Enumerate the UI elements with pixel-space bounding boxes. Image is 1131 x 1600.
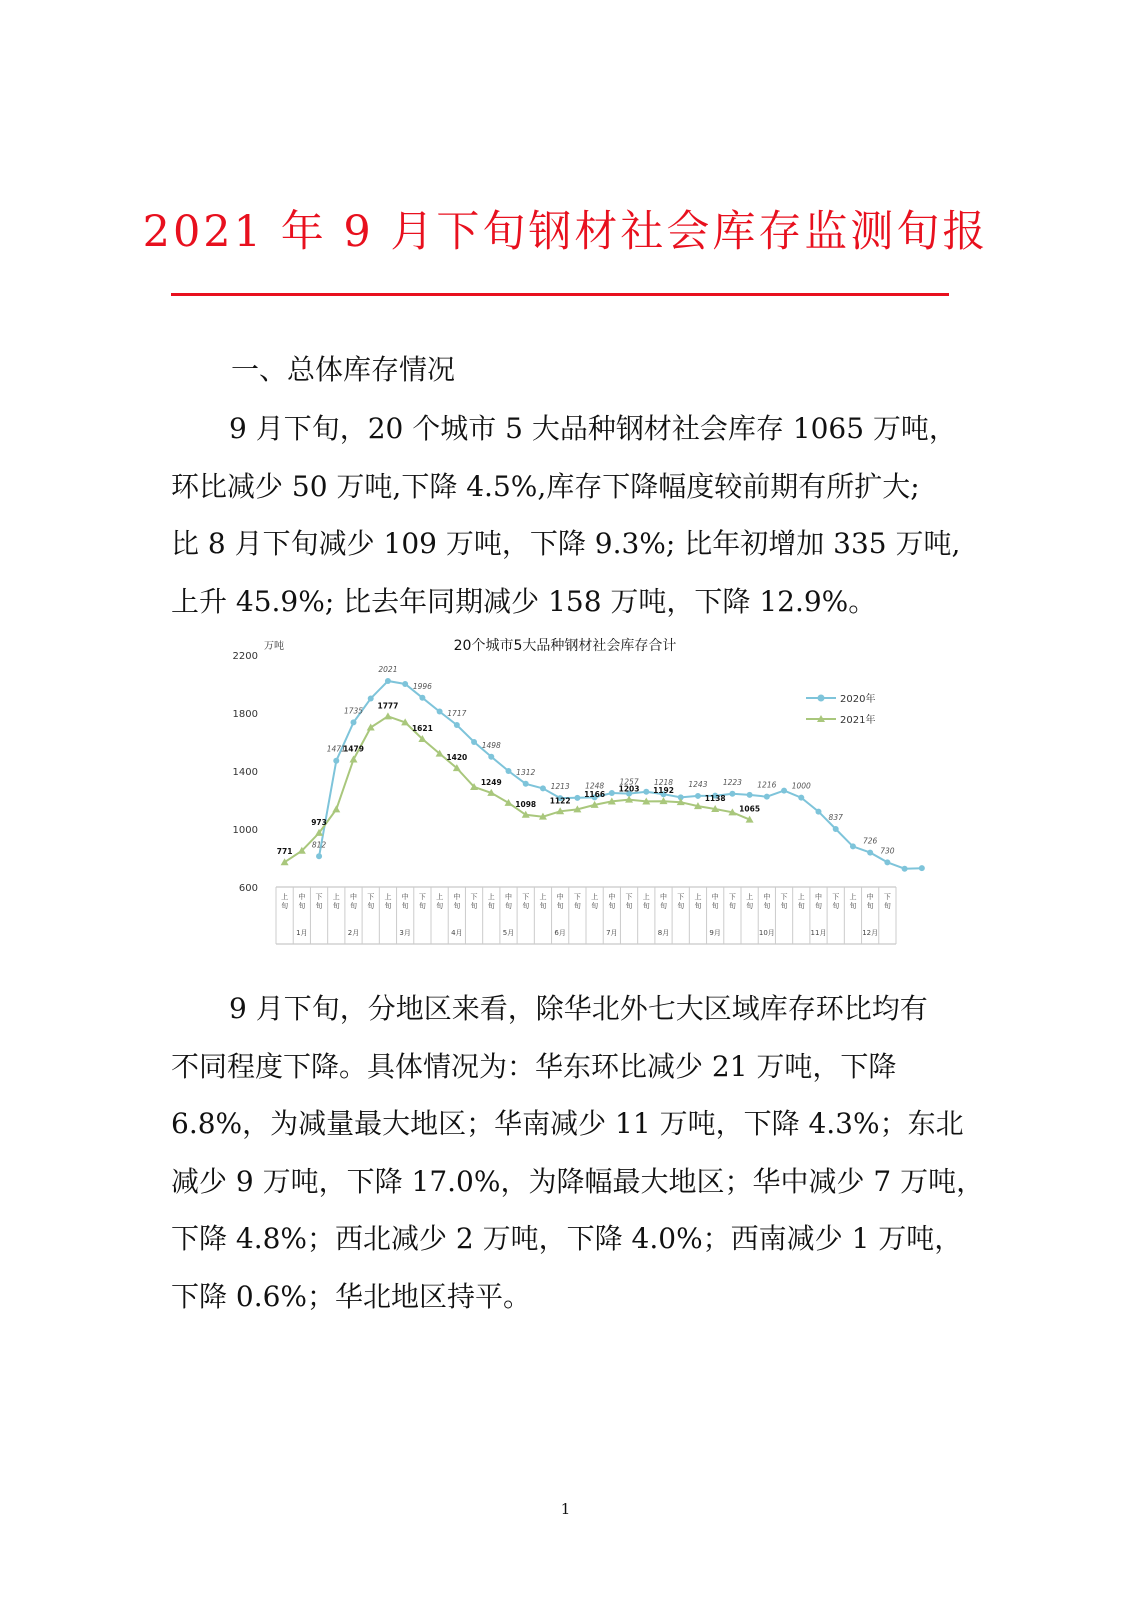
data-label-2020: 730 — [880, 846, 895, 856]
paragraph-line: 不同程度下降。具体情况为：华东环比减少 21 万吨，下降 — [171, 1049, 897, 1083]
x-period-label: 旬 — [849, 902, 857, 910]
data-label-2020: 2021 — [378, 664, 398, 674]
data-point-2021 — [350, 756, 358, 763]
x-period-label: 旬 — [694, 902, 702, 910]
x-period-label: 中 — [298, 893, 306, 901]
x-month-label: 7月 — [606, 929, 618, 937]
x-period-label: 旬 — [298, 902, 306, 910]
x-period-label: 下 — [832, 893, 840, 901]
x-period-label: 旬 — [556, 902, 564, 910]
series-line-2021 — [285, 716, 750, 862]
data-point-2020 — [351, 719, 357, 725]
x-period-label: 上 — [384, 893, 392, 901]
data-point-2020 — [454, 722, 460, 728]
data-point-2020 — [798, 795, 804, 801]
x-period-label: 旬 — [797, 902, 805, 910]
data-point-2020 — [867, 850, 873, 856]
data-point-2021 — [384, 712, 392, 719]
x-period-label: 旬 — [866, 902, 874, 910]
data-point-2021 — [332, 805, 340, 812]
x-month-label: 10月 — [758, 929, 775, 937]
x-month-label: 6月 — [554, 929, 566, 937]
data-point-2020 — [437, 709, 443, 715]
x-period-label: 上 — [642, 893, 650, 901]
x-period-label: 旬 — [746, 902, 754, 910]
x-period-label: 旬 — [453, 902, 461, 910]
x-period-label: 上 — [281, 893, 289, 901]
x-period-label: 下 — [573, 893, 581, 901]
x-period-label: 下 — [470, 893, 478, 901]
data-point-2020 — [574, 795, 580, 801]
data-label-2020: 1216 — [757, 780, 777, 790]
data-label-2021: 1249 — [480, 777, 502, 787]
report-title: 2021 年 9 月下旬钢材社会库存监测旬报 — [142, 207, 989, 257]
data-label-2021: 1621 — [411, 723, 433, 733]
x-month-label: 9月 — [709, 929, 721, 937]
data-point-2020 — [902, 866, 908, 872]
data-label-2020: 1735 — [343, 706, 364, 716]
x-period-label: 旬 — [436, 902, 444, 910]
data-label-2020: 812 — [311, 840, 327, 850]
x-month-label: 4月 — [451, 929, 463, 937]
data-point-2020 — [523, 781, 529, 787]
data-label-2021: 771 — [276, 847, 293, 857]
page-number: 1 — [560, 1500, 571, 1518]
x-period-label: 上 — [694, 893, 702, 901]
x-period-label: 旬 — [418, 902, 426, 910]
y-axis-unit: 万吨 — [264, 641, 284, 652]
x-period-label: 旬 — [763, 902, 771, 910]
paragraph-line: 下降 0.6%；华北地区持平。 — [171, 1279, 532, 1313]
data-label-2021: 1138 — [704, 793, 726, 803]
x-period-label: 下 — [677, 893, 685, 901]
data-point-2020 — [764, 794, 770, 800]
x-period-label: 旬 — [487, 902, 495, 910]
x-period-label: 下 — [625, 893, 633, 901]
x-period-label: 旬 — [591, 902, 599, 910]
data-label-2021: 1420 — [446, 753, 468, 763]
x-period-label: 旬 — [677, 902, 685, 910]
x-month-label: 3月 — [399, 929, 411, 937]
paragraph-line: 6.8%，为减量最大地区；华南减少 11 万吨，下降 4.3%；东北 — [171, 1107, 964, 1140]
data-point-2020 — [540, 785, 546, 791]
x-period-label: 中 — [660, 893, 667, 901]
data-point-2020 — [368, 696, 374, 702]
data-label-2020: 1257 — [619, 777, 639, 787]
x-month-label: 8月 — [657, 929, 670, 937]
x-period-label: 旬 — [573, 902, 581, 910]
data-point-2020 — [471, 739, 477, 745]
data-point-2020 — [729, 791, 735, 797]
x-period-label: 上 — [746, 893, 754, 901]
x-period-label: 上 — [797, 893, 805, 901]
paragraph-line: 减少 9 万吨，下降 17.0%，为降幅最大地区；华中减少 7 万吨， — [171, 1164, 985, 1198]
data-label-2021: 1098 — [515, 799, 537, 809]
x-period-label: 旬 — [832, 902, 840, 910]
data-label-2021: 1166 — [584, 789, 606, 799]
x-period-label: 上 — [487, 893, 495, 901]
x-period-label: 中 — [401, 893, 409, 901]
section-heading: 一、总体库存情况 — [231, 353, 456, 386]
data-point-2020 — [884, 859, 890, 865]
data-label-2020: 1248 — [585, 781, 605, 791]
data-label-2020: 1717 — [447, 709, 467, 719]
x-month-label: 2月 — [347, 929, 360, 937]
data-label-2021: 1479 — [343, 744, 364, 754]
paragraph-line: 下降 4.8%；西北减少 2 万吨，下降 4.0%；西南减少 1 万吨， — [171, 1222, 963, 1255]
x-period-label: 上 — [436, 893, 444, 901]
y-tick-label: 1400 — [232, 767, 258, 778]
data-point-2020 — [850, 843, 856, 849]
x-period-label: 旬 — [367, 902, 375, 910]
data-point-2020 — [695, 793, 701, 799]
data-label-2020: 1000 — [791, 781, 811, 791]
data-label-2021: 1192 — [653, 786, 674, 796]
legend-label-2021: 2021年 — [840, 715, 876, 726]
chart-title: 20个城市5大品种钢材社会库存合计 — [453, 638, 677, 654]
x-period-label: 下 — [315, 893, 323, 901]
x-period-label: 旬 — [505, 902, 512, 910]
x-period-label: 中 — [711, 893, 719, 901]
x-period-label: 中 — [866, 893, 874, 901]
x-period-label: 中 — [608, 893, 616, 901]
data-point-2020 — [385, 678, 391, 684]
x-period-label: 下 — [780, 893, 788, 901]
data-point-2020 — [816, 809, 822, 815]
x-period-label: 旬 — [470, 902, 478, 910]
data-label-2020: 1218 — [653, 778, 674, 788]
paragraph-line: 比 8 月下旬减少 109 万吨，下降 9.3%; 比年初增加 335 万吨, — [171, 527, 961, 560]
x-period-label: 旬 — [350, 902, 357, 910]
data-label-2020: 1996 — [412, 681, 432, 691]
x-period-label: 旬 — [780, 902, 788, 910]
data-point-2020 — [419, 695, 425, 701]
x-period-label: 旬 — [660, 902, 667, 910]
x-period-label: 旬 — [625, 902, 633, 910]
data-label-2020: 1312 — [516, 767, 536, 777]
x-period-label: 旬 — [728, 902, 736, 910]
x-month-label: 1月 — [296, 929, 308, 937]
data-label-2021: 1203 — [618, 784, 640, 794]
data-label-2020: 1471 — [326, 744, 346, 754]
x-period-label: 中 — [763, 893, 771, 901]
data-point-2020 — [316, 853, 322, 859]
data-point-2020 — [609, 790, 615, 796]
x-period-label: 旬 — [332, 902, 340, 910]
regional-paragraph — [171, 980, 985, 1325]
x-period-label: 上 — [332, 893, 340, 901]
x-period-label: 下 — [367, 893, 375, 901]
data-point-2020 — [781, 788, 787, 794]
x-period-label: 旬 — [608, 902, 616, 910]
data-point-2020 — [747, 792, 753, 798]
data-label-2020: 837 — [828, 813, 843, 822]
inventory-line-chart — [232, 628, 910, 958]
paragraph-line: 上升 45.9%; 比去年同期减少 158 万吨，下降 12.9%。 — [171, 584, 877, 618]
x-month-label: 5月 — [502, 929, 515, 937]
x-period-label: 旬 — [384, 902, 392, 910]
x-period-label: 下 — [883, 893, 891, 901]
legend-label-2020: 2020年 — [840, 694, 876, 705]
data-point-2020 — [333, 758, 339, 764]
series-line-2020 — [319, 681, 922, 869]
data-label-2020: 726 — [863, 836, 878, 846]
x-period-label: 旬 — [401, 902, 409, 910]
data-label-2020: 1243 — [688, 779, 708, 789]
legend-marker-2020 — [818, 695, 825, 702]
x-period-label: 旬 — [815, 902, 822, 910]
x-period-label: 中 — [453, 893, 461, 901]
data-point-2020 — [919, 865, 925, 871]
y-tick-label: 600 — [238, 883, 258, 894]
x-period-label: 旬 — [711, 902, 719, 910]
data-label-2021: 1122 — [549, 796, 571, 806]
paragraph-line: 环比减少 50 万吨,下降 4.5%,库存下降幅度较前期有所扩大; — [171, 469, 920, 503]
x-period-label: 旬 — [315, 902, 323, 910]
data-label-2021: 973 — [311, 817, 327, 827]
x-period-label: 下 — [522, 893, 530, 901]
data-label-2021: 1065 — [739, 804, 761, 814]
x-period-label: 下 — [418, 893, 426, 901]
x-period-label: 中 — [505, 893, 512, 901]
summary-paragraph — [171, 400, 961, 630]
data-label-2021: 1777 — [377, 701, 399, 711]
data-point-2020 — [833, 826, 839, 832]
x-month-label: 11月 — [810, 929, 827, 937]
x-period-label: 中 — [350, 893, 357, 901]
x-period-label: 上 — [849, 893, 857, 901]
y-tick-label: 2200 — [232, 651, 258, 662]
paragraph-line: 9 月下旬，分地区来看，除华北外七大区域库存环比均有 — [229, 992, 928, 1025]
x-period-label: 中 — [815, 893, 822, 901]
x-period-label: 旬 — [522, 902, 530, 910]
title-divider — [171, 293, 949, 296]
x-period-label: 下 — [728, 893, 736, 901]
x-period-label: 旬 — [642, 902, 650, 910]
data-label-2020: 1213 — [550, 782, 570, 792]
x-period-label: 旬 — [539, 902, 547, 910]
x-period-label: 上 — [591, 893, 599, 901]
data-label-2020: 1223 — [722, 777, 742, 787]
x-month-label: 12月 — [862, 929, 879, 937]
data-point-2020 — [402, 681, 408, 687]
data-point-2020 — [488, 754, 494, 760]
y-tick-label: 1800 — [232, 709, 258, 720]
data-point-2020 — [643, 789, 649, 795]
x-period-label: 中 — [556, 893, 564, 901]
x-period-label: 旬 — [281, 902, 289, 910]
data-label-2020: 1498 — [481, 740, 501, 750]
x-period-label: 上 — [539, 893, 547, 901]
paragraph-line: 9 月下旬，20 个城市 5 大品种钢材社会库存 1065 万吨， — [229, 412, 957, 445]
x-period-label: 旬 — [883, 902, 891, 910]
y-tick-label: 1000 — [232, 825, 258, 836]
data-point-2020 — [506, 768, 512, 774]
